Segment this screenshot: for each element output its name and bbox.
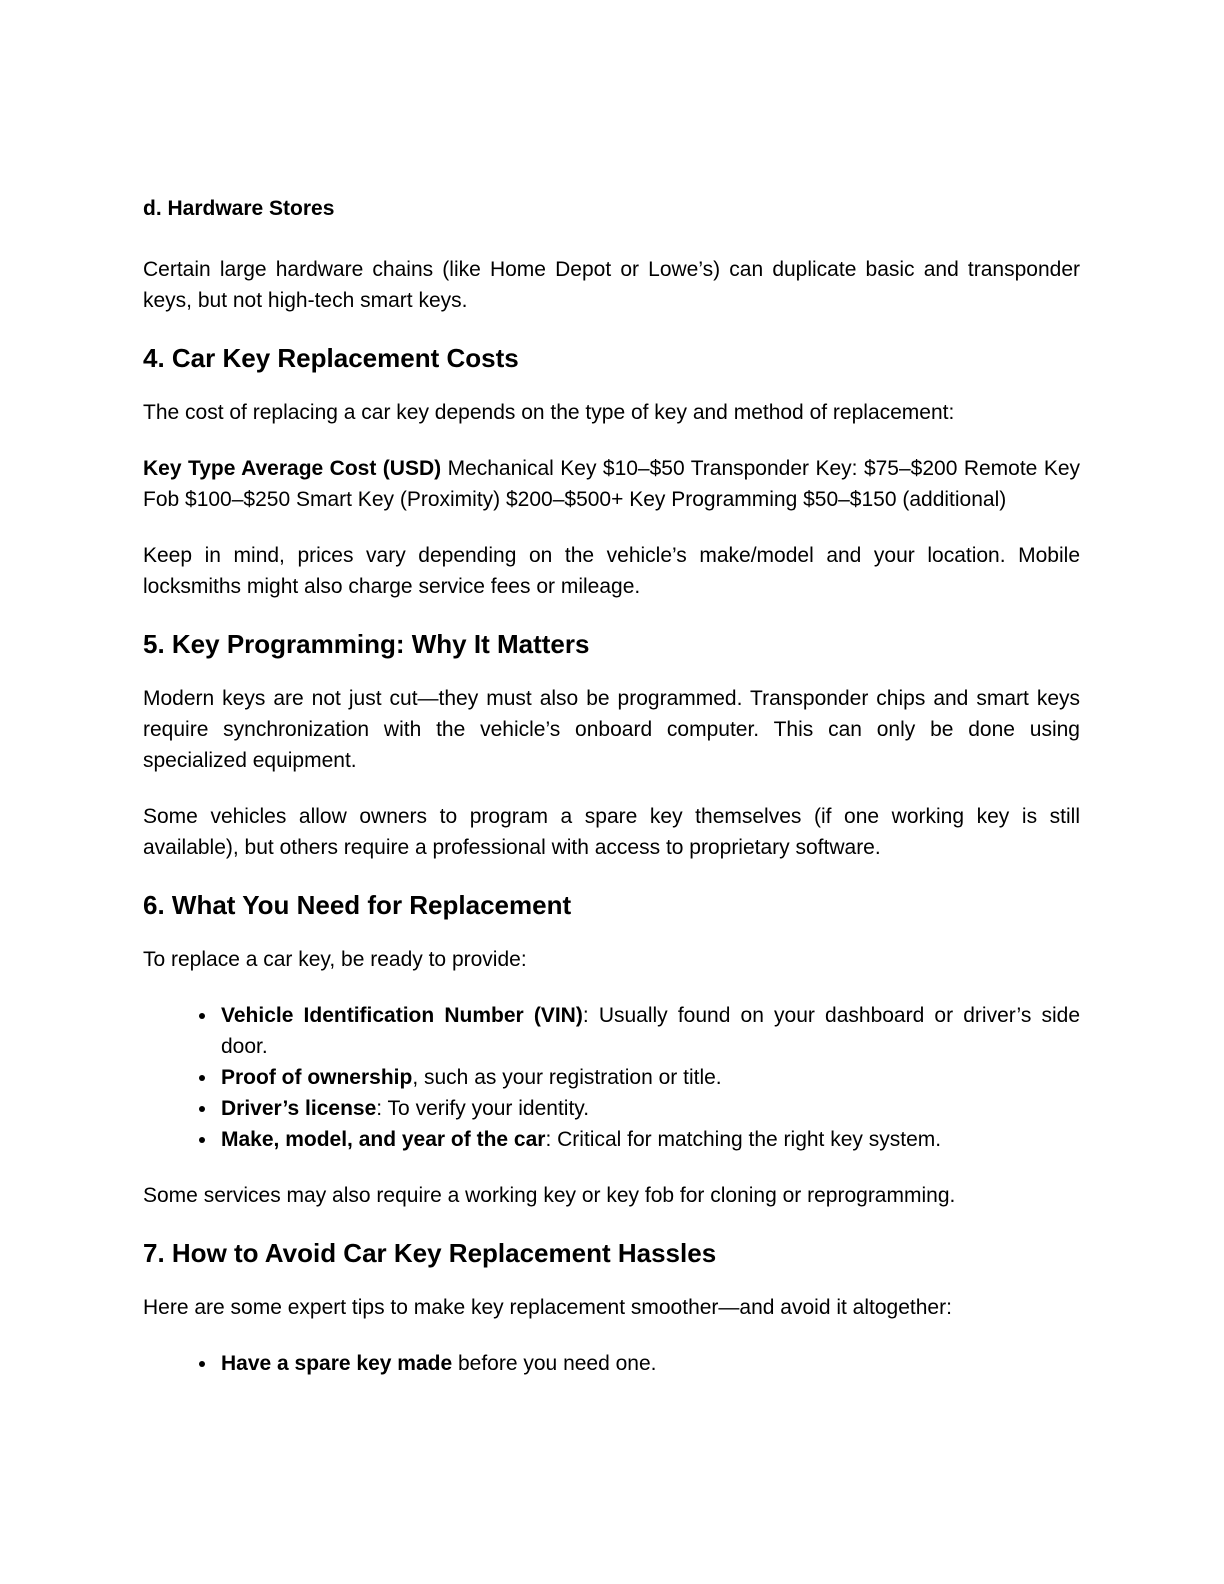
heading-text: 4. Car Key Replacement Costs <box>143 343 519 373</box>
paragraph-text: To replace a car key, be ready to provide: <box>143 948 527 971</box>
list-replacement-requirements <box>143 1000 1080 1155</box>
list-item-text: before you need one. <box>452 1352 657 1375</box>
heading-replacement-costs <box>143 341 1080 375</box>
paragraph-text: Some vehicles allow owners to program a spare key themselves (if one working key is still available), but others require a professional with access to proprietary software. <box>143 805 1080 859</box>
para-hardware-stores <box>143 254 1080 316</box>
heading-hardware-stores <box>143 196 1080 222</box>
list-item <box>218 1124 1080 1155</box>
paragraph-text: Keep in mind, prices vary depending on the vehicle’s make/model and your location. Mobile locksmiths might also charge service fees or mileage. <box>143 544 1080 598</box>
list-tips <box>143 1348 1080 1379</box>
paragraph-text: Some services may also require a working key or key fob for cloning or reprogramming. <box>143 1184 956 1207</box>
heading-text: 5. Key Programming: Why It Matters <box>143 629 590 659</box>
list-item <box>218 1000 1080 1062</box>
heading-text: 7. How to Avoid Car Key Replacement Hassles <box>143 1238 717 1268</box>
list-item-text: Vehicle Identification Number (VIN) <box>221 1004 583 1027</box>
list-item <box>218 1062 1080 1093</box>
heading-what-you-need <box>143 888 1080 922</box>
para-services-note <box>143 1180 1080 1211</box>
para-programming-2 <box>143 801 1080 863</box>
list-item-text: , such as your registration or title. <box>412 1066 722 1089</box>
para-costs-note <box>143 540 1080 602</box>
paragraph-text: Modern keys are not just cut—they must also be programmed. Transponder chips and smart keys require synchronization with the vehicle’s onboard computer. This can only be done using specialized equipment. <box>143 687 1080 772</box>
list-item-text: Have a spare key made <box>221 1352 453 1375</box>
list-item-text: : Usually found on your dashboard or driver’s side door. <box>221 1004 1081 1058</box>
para-programming-1 <box>143 683 1080 776</box>
list-item-text: : To verify your identity. <box>376 1097 590 1120</box>
list-item <box>218 1093 1080 1124</box>
heading-text: d. Hardware Stores <box>143 197 335 220</box>
heading-text: 6. What You Need for Replacement <box>143 890 572 920</box>
para-what-you-need-intro <box>143 944 1080 975</box>
list-item-text: Driver’s license <box>221 1097 377 1120</box>
para-tips-intro <box>143 1292 1080 1323</box>
paragraph-text: Certain large hardware chains (like Home Depot or Lowe’s) can duplicate basic and transponder keys, but not high-tech smart keys. <box>143 258 1080 312</box>
list-item <box>218 1348 1080 1379</box>
list-item-text: Make, model, and year of the car <box>221 1128 546 1151</box>
list-item-text: Proof of ownership <box>221 1066 413 1089</box>
list-item-text: : Critical for matching the right key system. <box>545 1128 942 1151</box>
paragraph-text: The cost of replacing a car key depends on the type of key and method of replacement: <box>143 401 955 424</box>
document-body <box>143 196 1080 1379</box>
para-cost-list <box>143 453 1080 515</box>
heading-avoid-hassles <box>143 1236 1080 1270</box>
heading-key-programming <box>143 627 1080 661</box>
paragraph-text: Mechanical Key $10–$50 Transponder Key: $75–$200 Remote Key Fob $100–$250 Smart Key (Proximity) $200–$500+ Key Programming $50–$150 (additional) <box>143 457 1081 511</box>
paragraph-text: Here are some expert tips to make key replacement smoother—and avoid it altogether: <box>143 1296 952 1319</box>
paragraph-text: Key Type Average Cost (USD) <box>143 457 442 480</box>
para-costs-intro <box>143 397 1080 428</box>
